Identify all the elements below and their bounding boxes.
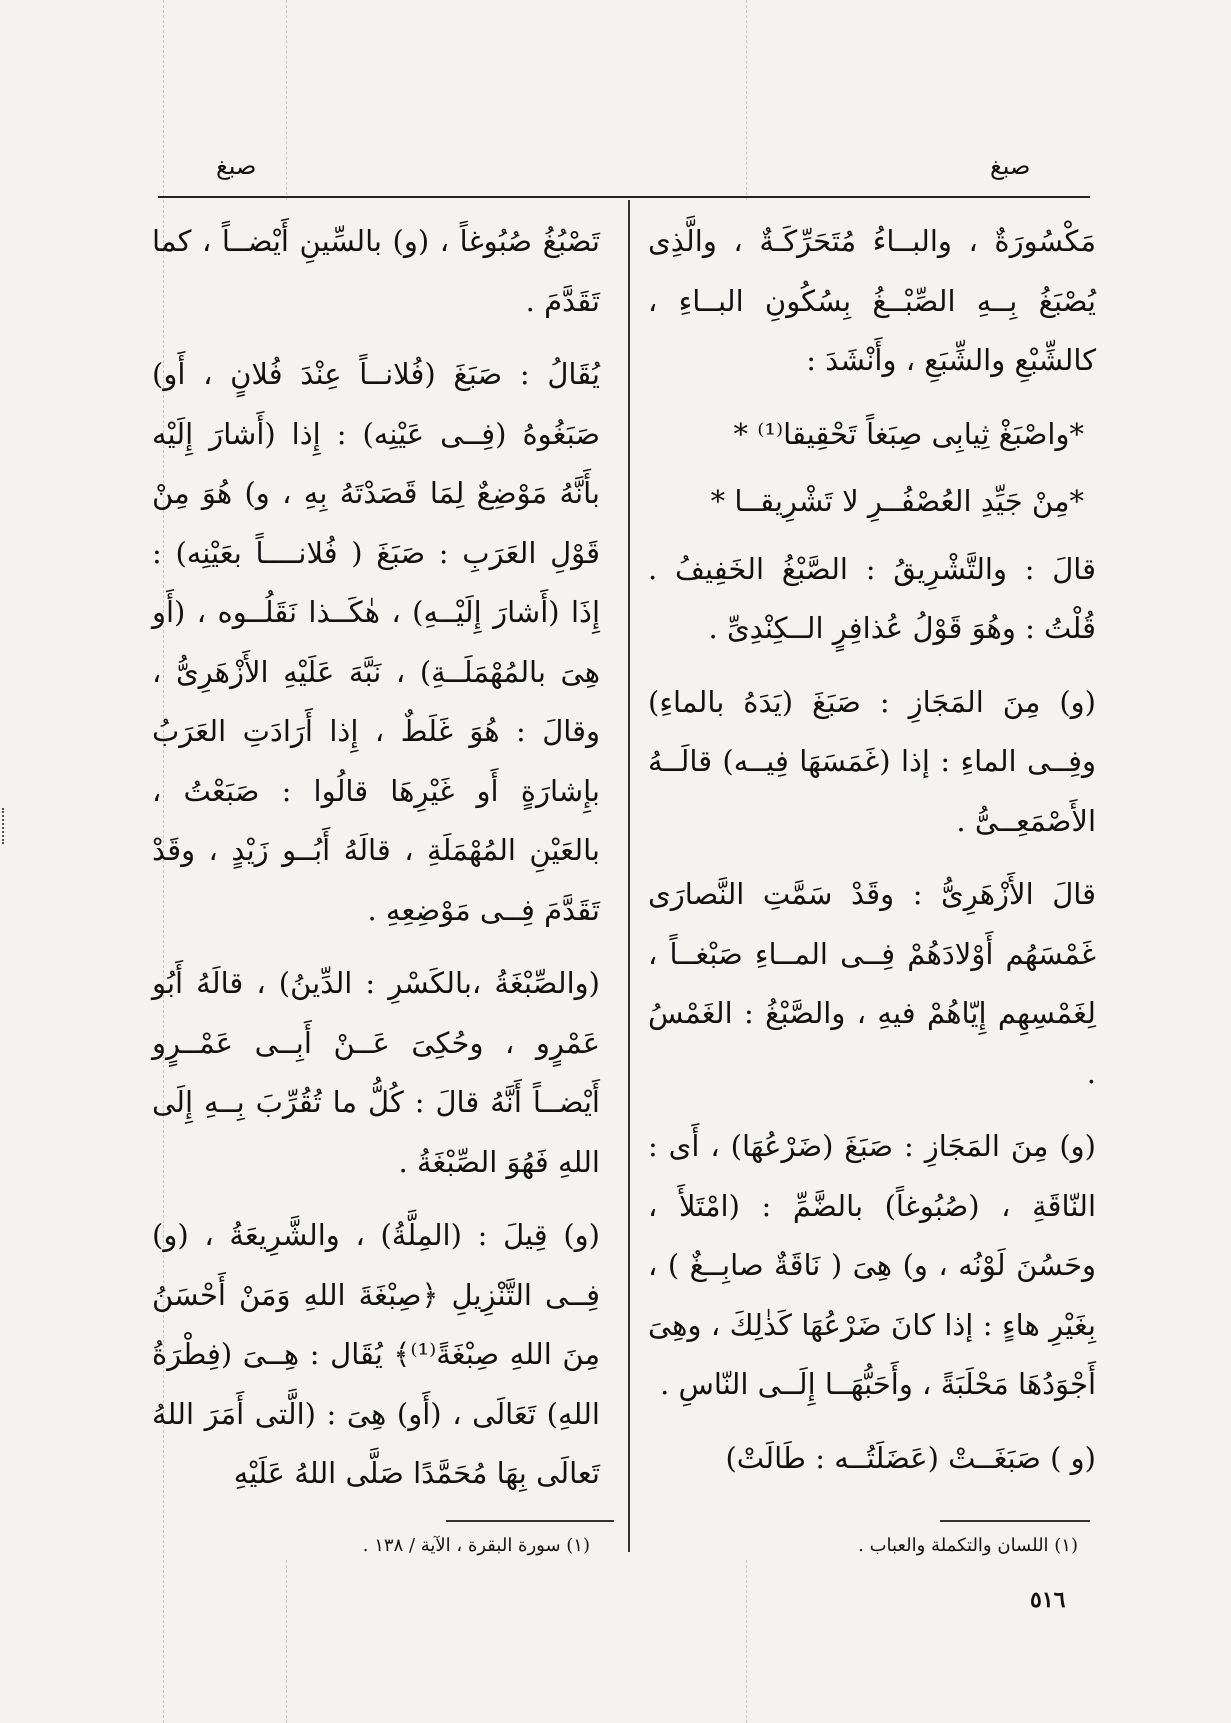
entry-paragraph: يُقَالُ : صَبَغَ (فُلانــاً عِنْدَ فُلانٍ ، أَو) صَبَغُوهُ (فِــى عَيْنِه) : إِذا (أَشارَ إِلَيْه بأَنَّهُ مَوْضِعٌ لِمَا قَصَدْتَهُ بِهِ ، و) هُوَ مِنْ قَوْلِ العَرَبِ : صَبَغَ ( فُلانــــاً بعَيْنِه) : إِذَا (أَشارَ إِلَيْــهِ) ، هٰكَــذا نَقَلُــوه ، (أَو هِىَ بالمُهْمَلَــةِ) ، نَبَّهَ عَلَيْهِ الأَزْهَرِىُّ ، وقالَ : هُوَ غَلَطٌ ، إِذا أَرَادَتِ العَرَبُ بإِشارَةٍ أَو غَيْرِهَا قالُوا : صَبَعْتُ ، بالعَيْنِ المُهْمَلَةِ ، قالَهُ أَبُــو زَيْدٍ ، وقَدْ تَقَدَّمَ فِــى مَوْضِعِهِ . (152, 357, 600, 927)
footnote-rule (446, 1520, 614, 1522)
scan-edge-mark (2, 808, 8, 844)
running-head-left: صبغ (216, 152, 257, 180)
entry-paragraph: (و) مِنَ المَجَازِ : صَبَغَ (ضَرْعُهَا) ، أَى : النّاقَةِ ، (صُبُوغاً) بالضَّمِّ : (امْتَلأَ ، وحَسُنَ لَوْنُه ، و) هِىَ ( نَاقَةٌ صابِــغٌ ) ، بِغَيْرِ هاءٍ : إذا كانَ ضَرْعُهَا كَذٰلِكَ ، وهِىَ أَجْوَدُهَا مَحْلَبَةً ، وأَحَبُّهَــا إِلَــى النّاسِ . (648, 1129, 1096, 1401)
scan-guide-line (746, 0, 747, 200)
entry-paragraph: (و) مِنَ المَجَازِ : صَبَغَ (يَدَهُ بالماءِ) وفِــى الماءِ : إذا (غَمَسَهَا فِيــه) قالَــهُ الأَصْمَعِــىُّ . (648, 684, 1096, 838)
entry-paragraph: مَكْسُورَةٌ ، والبــاءُ مُتَحَرِّكَـةٌ ، والَّذِى يُصْبَغُ بِــهِ الصِّبْــغُ بِسُكُونِ البــاءِ ، كالشِّبْعِ والشِّبَعِ ، وأَنْشَدَ : (648, 224, 1096, 377)
entry-paragraph: (و) قِيلَ : (المِلَّةُ) ، والشَّرِيعَةُ ، (و) فِــى التَّنْزِيلِ ﴿صِبْغَةَ اللهِ وَمَنْ أَحْسَنُ مِنَ اللهِ صِبْغَةً⁽¹⁾﴾ يُقَال : هِــىَ (فِطْرَةُ اللهِ) تَعَالَى ، (أَو) هِىَ : (الَّتى أَمَرَ اللهُ تَعالَى بِهَا مُحَمَّدًا صَلَّى اللهُ عَلَيْهِ (152, 1218, 600, 1490)
left-column (152, 212, 600, 1518)
header-rule (158, 196, 1090, 198)
verse-line: *مِنْ جَيِّدِ العُصْفُــرِ لا تَشْرِيقــا * (710, 484, 1084, 518)
running-head-right: صبغ (990, 152, 1031, 180)
entry-paragraph: تَصْبُغُ صُبُوغاً ، (و) بالسِّينِ أَيْضــاً ، كما تَقَدَّمَ . (152, 224, 600, 318)
scan-guide-line (286, 0, 287, 200)
page-number: ٥١٦ (1030, 1587, 1066, 1613)
entry-paragraph: (و ) صَبَغَــتْ (عَضَلَتُــه : طَالَتْ) (725, 1440, 1096, 1475)
scan-guide-line (286, 1560, 287, 1723)
footnote-left: (١) سورة البقرة ، الآية / ١٣٨ . (362, 1535, 590, 1556)
footnote-right: (١) اللسان والتكملة والعباب . (858, 1535, 1078, 1556)
entry-paragraph: (والصِّبْغَةُ ،بالكَسْرِ : الدِّينُ) ، قالَهُ أَبُو عَمْرٍو ، وحُكِىَ عَــنْ أَبِــى عَمْــرٍو أَيْضــاً أَنَّهُ قالَ : كُلُّ ما تُقُرِّبَ بِــهِ إِلَى اللهِ فَهُوَ الصِّبْغَةُ . (152, 966, 600, 1179)
footnote-rule (940, 1520, 1090, 1522)
entry-paragraph: قالَ الأَزْهَرِىُّ : وقَدْ سَمَّتِ النَّصارَى غَمْسَهُم أَوْلادَهُمْ فِــى المــاءِ صَبْغــاً ، لِغَمْسِهِم إِيّاهُمْ فيهِ ، والصَّبْغُ : الغَمْسُ . (648, 877, 1096, 1090)
verse-line: *واصْبَغْ ثِيابِى صِبَغاً تَحْقِيقا⁽¹⁾ * (733, 416, 1084, 451)
column-separator (628, 200, 630, 1552)
scan-guide-line (746, 1560, 747, 1723)
right-column (648, 212, 1096, 1502)
entry-paragraph: قالَ : والتَّشْرِيقُ : الصَّبْغُ الخَفِيفُ . قُلْتُ : وهُوَ قَوْلُ عُذافِرٍ الــكِنْدِىِّ . (648, 551, 1096, 645)
